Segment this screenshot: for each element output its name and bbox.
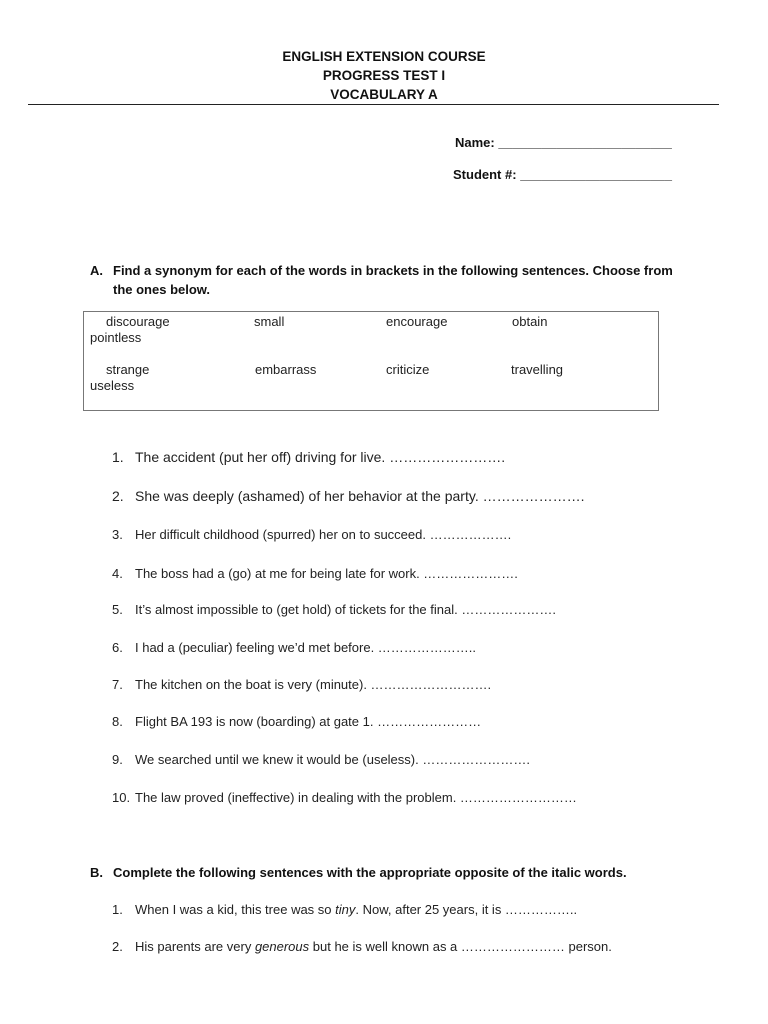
question-text-start: His parents are very	[135, 939, 255, 954]
question-text-end: . Now, after 25 years, it is ……………..	[355, 902, 578, 917]
word-bank-item: criticize	[386, 362, 430, 377]
word-bank	[83, 311, 659, 411]
question-text: She was deeply (ashamed) of her behavior at the party. ………………….	[135, 488, 585, 504]
section-a-heading	[0, 261, 768, 301]
question-number: 2.	[112, 488, 124, 504]
question-number: 8.	[112, 714, 123, 729]
question-text-start: When I was a kid, this tree was so	[135, 902, 336, 917]
word-bank-item: encourage	[386, 314, 448, 329]
question-text: We searched until we knew it would be (useless). …………………….	[135, 752, 530, 767]
word-bank-item: travelling	[511, 362, 564, 377]
word-bank-item: small	[254, 314, 285, 329]
word-bank-item: useless	[90, 378, 135, 393]
question-text	[135, 902, 577, 917]
italic-word: generous	[254, 939, 310, 954]
question-text: The kitchen on the boat is very (minute). ……………………….	[135, 677, 492, 692]
question-number: 3.	[112, 527, 123, 542]
student-number-field[interactable]	[453, 167, 672, 182]
italic-word: tiny	[335, 902, 356, 917]
section-b-heading	[0, 863, 768, 883]
student-number-label: Student #:	[453, 167, 517, 182]
question-number: 4.	[112, 566, 123, 581]
question-text: I had a (peculiar) feeling we’d met before. …………………..	[135, 640, 477, 655]
question-number: 7.	[112, 677, 123, 692]
section-b-letter: B.	[90, 865, 103, 880]
section-a-instruction: Find a synonym for each of the words in brackets in the following sentences. Choose from the ones below.	[113, 263, 673, 297]
question-text: The law proved (ineffective) in dealing with the problem. ………………………	[135, 790, 577, 805]
question-text-end: but he is well known as a …………………… person.	[309, 939, 612, 954]
section-title: VOCABULARY A	[330, 87, 438, 102]
name-label: Name:	[455, 135, 495, 150]
question-number: 5.	[112, 602, 123, 617]
word-bank-item: strange	[106, 362, 150, 377]
question-text: Her difficult childhood (spurred) her on to succeed. ……………….	[135, 527, 512, 542]
question-number: 2.	[112, 939, 123, 954]
section-a-letter: A.	[90, 263, 103, 278]
word-bank-item: embarrass	[255, 362, 317, 377]
question-text: Flight BA 193 is now (boarding) at gate 1. ……………………	[135, 714, 482, 729]
test-title: PROGRESS TEST I	[322, 68, 446, 83]
question-number: 9.	[112, 752, 123, 767]
word-bank-item: obtain	[512, 314, 548, 329]
question-text: The accident (put her off) driving for live. …………………….	[135, 449, 506, 465]
question-number: 1.	[112, 449, 124, 465]
question-text: It’s almost impossible to (get hold) of tickets for the final. ………………….	[135, 602, 556, 617]
name-field[interactable]	[455, 135, 672, 150]
question-number: 6.	[112, 640, 123, 655]
word-bank-item: pointless	[90, 330, 142, 345]
question-text: The boss had a (go) at me for being late for work. ………………….	[135, 566, 518, 581]
question-number: 1.	[112, 902, 123, 917]
course-title: ENGLISH EXTENSION COURSE	[282, 49, 486, 64]
name-blank[interactable]: ________________________	[498, 135, 672, 150]
question-number: 10.	[112, 790, 131, 805]
section-b-instruction: Complete the following sentences with the appropriate opposite of the italic words.	[113, 865, 627, 880]
student-number-blank[interactable]: _____________________	[520, 167, 673, 182]
word-bank-item: discourage	[106, 314, 170, 329]
header-divider	[28, 104, 719, 105]
question-text	[135, 939, 612, 954]
